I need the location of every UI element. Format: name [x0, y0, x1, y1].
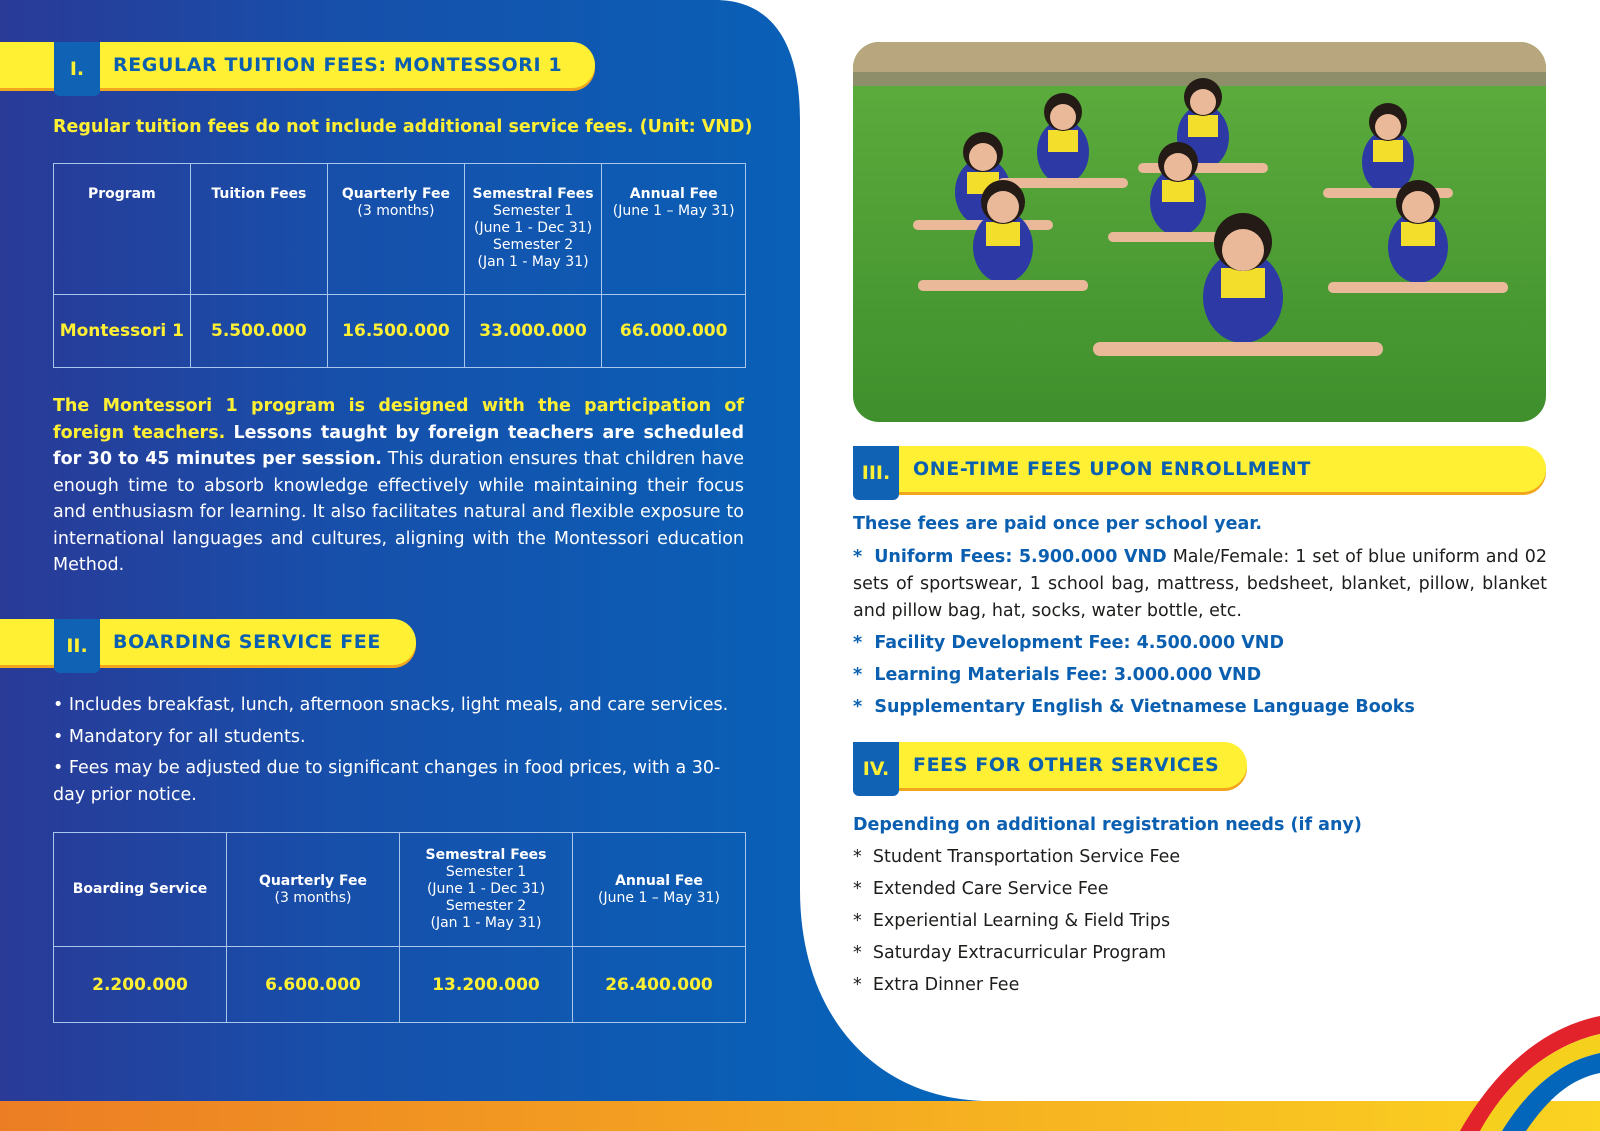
section-1-header — [0, 42, 600, 90]
tuition-header-program: Program — [54, 164, 191, 295]
bottom-stripe — [0, 1101, 1600, 1131]
section-3-number: III. — [853, 446, 899, 500]
list-item: * Supplementary English & Vietnamese Language Books — [853, 697, 1415, 717]
section-3-title: ONE-TIME FEES UPON ENROLLMENT — [913, 458, 1311, 480]
section-4-title: FEES FOR OTHER SERVICES — [913, 754, 1220, 776]
tuition-header-annual: Annual Fee (June 1 – May 31) — [602, 164, 746, 295]
section-1-title: REGULAR TUITION FEES: MONTESSORI 1 — [113, 54, 563, 76]
tuition-note: Regular tuition fees do not include additional service fees. (Unit: VND) — [53, 117, 753, 137]
table-cell: Montessori 1 — [54, 295, 191, 368]
description-rest: This duration ensures that children have enough time to absorb knowledge effectively while maintaining their focus and enthusiasm for learning. It also facilitates natural and flexible exposure to international languages and cultures, aligning with the Montessori education Method. — [53, 449, 744, 575]
description-bold: Lessons taught by foreign teachers are scheduled for 30 to 45 minutes per session. — [53, 422, 744, 469]
tuition-header-semestral: Semestral Fees Semester 1 (June 1 - Dec 31) Semester 2 (Jan 1 - May 31) — [464, 164, 602, 295]
table-cell: 6.600.000 — [227, 947, 400, 1023]
list-item: * Extended Care Service Fee — [853, 879, 1109, 899]
table-cell: 2.200.000 — [54, 947, 227, 1023]
table-cell: 26.400.000 — [573, 947, 746, 1023]
section-2-title: BOARDING SERVICE FEE — [113, 631, 381, 653]
list-item: • Fees may be adjusted due to significant changes in food prices, with a 30-day prior notice. — [53, 758, 721, 805]
list-item: * Facility Development Fee: 4.500.000 VND — [853, 633, 1284, 653]
uniform-fee-desc: Male/Female: 1 set of blue uniform and 02 sets of sportswear, 1 school bag, mattress, bedsheet, blanket, pillow, blanket and pillow bag, hat, socks, water bottle, etc. — [853, 547, 1547, 621]
table-cell: 16.500.000 — [328, 295, 465, 368]
enrollment-fees — [853, 511, 1547, 721]
uniform-fee-label: Uniform Fees: 5.900.000 VND — [874, 547, 1167, 567]
section-2-header — [0, 619, 420, 667]
table-cell: 5.500.000 — [190, 295, 327, 368]
list-item: • Includes breakfast, lunch, afternoon snacks, light meals, and care services. — [53, 695, 729, 715]
uniform-fee: * Uniform Fees: 5.900.000 VND Male/Female: 1 set of blue uniform and 02 sets of sportswear, 1 school bag, mattress, bedsheet, blanket, pillow, blanket and pillow bag, hat, socks, water bottle, etc. — [853, 547, 1547, 621]
section-4-number: IV. — [853, 742, 899, 796]
montessori-description — [53, 393, 744, 579]
list-item: * Saturday Extracurricular Program — [853, 943, 1167, 963]
tuition-header-fees: Tuition Fees — [190, 164, 327, 295]
tuition-table — [53, 163, 746, 368]
boarding-row — [54, 947, 746, 1023]
boarding-header-semestral: Semestral Fees Semester 1 (June 1 - Dec 31) Semester 2 (Jan 1 - May 31) — [400, 833, 573, 947]
list-item: • Mandatory for all students. — [53, 726, 306, 747]
boarding-bullets — [53, 692, 753, 813]
tuition-header-quarterly: Quarterly Fee (3 months) — [328, 164, 465, 295]
list-item: * Student Transportation Service Fee — [853, 847, 1181, 867]
table-cell: 33.000.000 — [464, 295, 602, 368]
enrollment-intro: These fees are paid once per school year. — [853, 514, 1263, 534]
children-stretching-photo — [853, 42, 1546, 422]
tuition-row — [54, 295, 746, 368]
section-4-header — [853, 742, 1253, 790]
table-cell: 66.000.000 — [602, 295, 746, 368]
list-item: * Learning Materials Fee: 3.000.000 VND — [853, 665, 1262, 685]
rainbow-decoration — [1400, 1001, 1600, 1131]
boarding-header-quarterly: Quarterly Fee (3 months) — [227, 833, 400, 947]
boarding-header-annual: Annual Fee (June 1 – May 31) — [573, 833, 746, 947]
other-services — [853, 812, 1547, 999]
list-item: * Extra Dinner Fee — [853, 975, 1020, 995]
other-services-intro: Depending on additional registration needs (if any) — [853, 815, 1362, 835]
description-highlight: The Montessori 1 program is designed with the participation of foreign teachers. — [53, 396, 744, 443]
list-item: * Experiential Learning & Field Trips — [853, 911, 1171, 931]
table-cell: 13.200.000 — [400, 947, 573, 1023]
section-3-header — [853, 446, 1553, 494]
boarding-header-service: Boarding Service — [54, 833, 227, 947]
section-2-number: II. — [54, 619, 100, 673]
section-1-number: I. — [54, 42, 100, 96]
boarding-table — [53, 832, 746, 1023]
